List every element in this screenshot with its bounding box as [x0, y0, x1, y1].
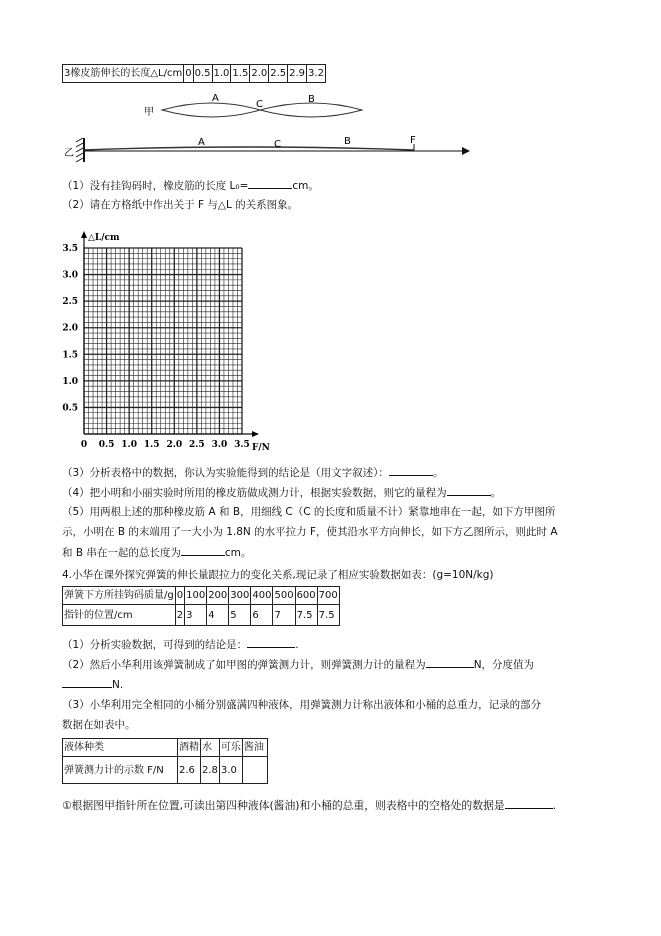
- table-cell: 0.5: [193, 65, 212, 83]
- question-4: （4）把小明和小丽实验时所用的橡皮筋做成测力计，根据实验数据，则它的量程为 。: [62, 487, 502, 499]
- table-row: 弹簧下方所挂钩码质量/g 0 100 200 300 400 500 600 700: [63, 587, 340, 605]
- answer-blank[interactable]: [447, 485, 491, 496]
- x-axis-arrow: [252, 431, 259, 437]
- problem-4-q3a: ①根据图甲指针所在位置,可读出第四种液体(酱油)和小桶的总重，则表格中的空格处的数据是 .: [62, 799, 557, 812]
- yi-point-c: C: [274, 139, 281, 150]
- table-cell: 2.5: [269, 65, 288, 83]
- x-tick-label: 1.0: [121, 440, 137, 450]
- jia-point-c: C: [256, 99, 263, 110]
- yi-point-a: A: [198, 137, 205, 148]
- y-axis-label: △L/cm: [88, 233, 120, 243]
- x-tick-label: 2.5: [189, 440, 205, 450]
- y-tick-label: 2.0: [62, 323, 78, 334]
- answer-blank[interactable]: [389, 465, 433, 476]
- x-tick-label: 0: [80, 440, 88, 450]
- yi-point-b: B: [344, 136, 351, 147]
- answer-blank[interactable]: [248, 178, 292, 189]
- table-elongation: [62, 64, 326, 83]
- question-5-line2: 示，小明在 B 的末端用了一大小为 1.8N 的水平拉力 F，使其沿水平方向伸长，如下方乙图所示，则此时 A: [62, 526, 558, 538]
- x-tick-label: 3.0: [211, 440, 228, 450]
- table-row: 弹簧测力计的示数 F/N 2.6 2.8 3.0: [63, 757, 268, 784]
- question-2: （2）请在方格纸中作出关于 F 与△L 的关系图象。: [62, 199, 299, 211]
- answer-blank[interactable]: [426, 657, 474, 668]
- question-3: （3）分析表格中的数据，你认为实验能得到的结论是（用文字叙述）： 。: [62, 467, 444, 479]
- yi-point-f: F: [410, 135, 416, 146]
- table-cell: 2.9: [288, 65, 307, 83]
- problem-4-q3-line1: （3）小华利用完全相同的小桶分别盛满四种液体，用弹簧测力计称出液体和小桶的总重力，记录的部分: [62, 699, 542, 711]
- table-row: 指针的位置/cm 2 3 4 5 6 7 7.5 7.5: [63, 605, 340, 626]
- x-tick-label: 0.5: [98, 440, 115, 450]
- table-cell: 1.5: [231, 65, 250, 83]
- problem-4-q2: （2）然后小华利用该弹簧制成了如甲图的弹簧测力计，则弹簧测力计的量程为 N，分度值为: [62, 659, 535, 671]
- question-1: （1）没有挂钩码时，橡皮筋的长度 L₀= cm。: [62, 180, 319, 192]
- problem-4-q1: （1）分析实验数据，可得到的结论是： .: [62, 639, 299, 651]
- answer-blank[interactable]: [247, 637, 295, 648]
- y-tick-label: 2.5: [62, 297, 78, 308]
- x-tick-label: 3.5: [234, 440, 250, 450]
- x-tick-label: 2.0: [166, 440, 183, 450]
- table-cell: 2.0: [250, 65, 269, 83]
- table-cell: 1.0: [212, 65, 231, 83]
- problem-4-q2-cont: N.: [62, 677, 123, 692]
- y-tick-label: 3.0: [62, 270, 78, 281]
- problem-4-intro: 4.小华在课外探究弹簧的伸长量跟拉力的变化关系,现记录了相应实验数据如表：(g=10N/kg): [62, 569, 494, 581]
- question-5-line1: （5）用两根上述的那种橡皮筋 A 和 B，用细线 C（C 的长度和质量不计）紧靠地串在一起，如下方甲图所: [62, 506, 556, 518]
- y-tick-label: 3.5: [62, 244, 78, 254]
- y-tick-label: 1.5: [62, 350, 78, 361]
- y-tick-label: 0.5: [62, 403, 78, 414]
- table-spring-data: [62, 586, 340, 626]
- label-yi: 乙: [64, 148, 74, 159]
- table-liquids: [62, 738, 268, 784]
- table-row: 液体种类 酒精 水 可乐 酱油: [63, 739, 268, 757]
- y-tick-label: 1.0: [62, 376, 78, 387]
- label-jia: 甲: [144, 107, 154, 118]
- question-5-line3: 和 B 串在一起的总长度为 cm。: [62, 547, 252, 559]
- answer-blank[interactable]: [505, 798, 553, 809]
- jia-point-b: B: [308, 94, 315, 105]
- x-tick-label: 1.5: [143, 440, 160, 450]
- table-cell: 3.2: [307, 65, 326, 83]
- answer-blank[interactable]: [62, 677, 112, 688]
- grid-paper: [60, 222, 320, 452]
- x-axis-label: F/N: [252, 443, 270, 452]
- y-axis-arrow: [81, 231, 87, 238]
- rubber-band-figure: [62, 88, 472, 170]
- table-cell: 0: [184, 65, 193, 83]
- answer-blank[interactable]: [181, 545, 225, 556]
- problem-4-q3-line2: 数据在如表中。: [62, 719, 136, 731]
- table-row-label: 3橡皮筋伸长的长度△L/cm: [63, 65, 184, 83]
- jia-point-a: A: [212, 93, 219, 104]
